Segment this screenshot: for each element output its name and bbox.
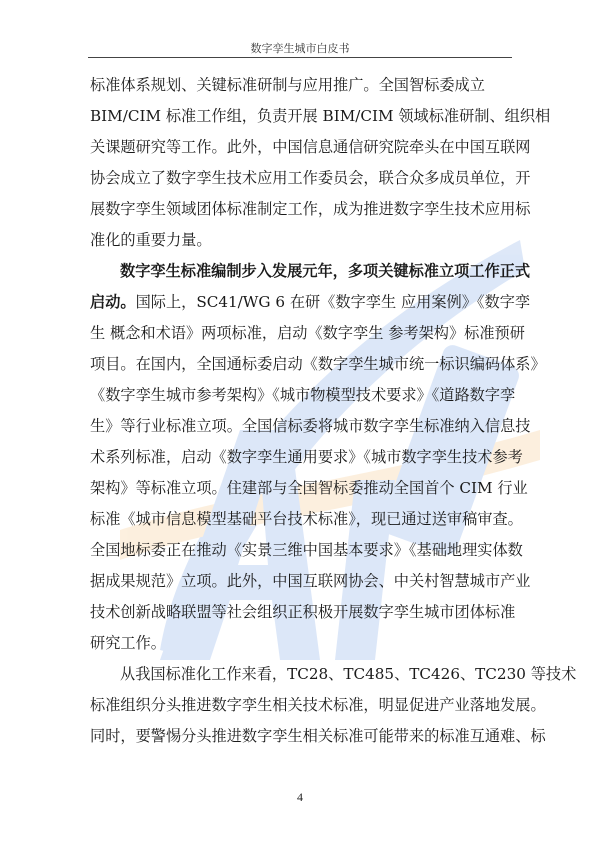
page-number: 4 <box>297 790 303 804</box>
bold-heading-end: 启动。 <box>90 293 136 311</box>
text-line: 《数字孪生城市参考架构》《城市物模型技术要求》《道路数字孪 <box>90 386 516 404</box>
text-line: 研究工作。 <box>90 634 166 652</box>
header-rule <box>88 57 512 58</box>
text-line: 技术创新战略联盟等社会组织正积极开展数字孪生城市团体标准 <box>90 603 516 621</box>
text-line: 关课题研究等工作。此外，中国信息通信研究院牵头在中国互联网 <box>90 138 531 156</box>
text-line: 标准《城市信息模型基础平台技术标准》，现已通过送审稿审查。 <box>90 510 523 528</box>
text-line: BIM/CIM 标准工作组，负责开展 BIM/CIM 领域标准研制、组织相 <box>90 107 551 125</box>
text-line: 展数字孪生领域团体标准制定工作，成为推进数字孪生技术应用标 <box>90 200 531 218</box>
text-line: 准化的重要力量。 <box>90 231 212 249</box>
text-line: 生 概念和术语》两项标准，启动《数字孪生 参考架构》标准预研 <box>90 324 525 342</box>
text-line: 标准体系规划、关键标准研制与应用推广。全国智标委成立 <box>90 76 485 94</box>
text-line: 据成果规范》立项。此外，中国互联网协会、中关村智慧城市产业 <box>90 572 531 590</box>
text-line: 协会成立了数字孪生技术应用工作委员会，联合众多成员单位，开 <box>90 169 531 187</box>
body-text <box>90 70 577 752</box>
text-line: 同时，要警惕分头推进数字孪生相关标准可能带来的标准互通难、标 <box>90 727 546 745</box>
text-line: 从我国标准化工作来看，TC28、TC485、TC426、TC230 等技术 <box>120 665 577 683</box>
text-line: 项目。在国内，全国通标委启动《数字孪生城市统一标识编码体系》 <box>90 355 546 373</box>
text-line: 术系列标准，启动《数字孪生通用要求》《城市数字孪生技术参考 <box>90 448 523 466</box>
bold-heading-line: 数字孪生标准编制步入发展元年，多项关键标准立项工作正式 <box>120 262 531 280</box>
text-line <box>90 287 531 318</box>
page-header: 数字孪生城市白皮书 <box>250 42 350 55</box>
text-line: 架构》等标准立项。住建部与全国智标委推动全国首个 CIM 行业 <box>90 479 528 497</box>
text-span: 国际上，SC41/WG 6 在研《数字孪生 应用案例》《数字孪 <box>135 293 531 311</box>
text-line: 标准组织分头推进数字孪生相关技术标准，明显促进产业落地发展。 <box>90 696 546 714</box>
text-line: 全国地标委正在推动《实景三维中国基本要求》《基础地理实体数 <box>90 541 523 559</box>
text-line: 生》等行业标准立项。全国信标委将城市数字孪生标准纳入信息技 <box>90 417 531 435</box>
